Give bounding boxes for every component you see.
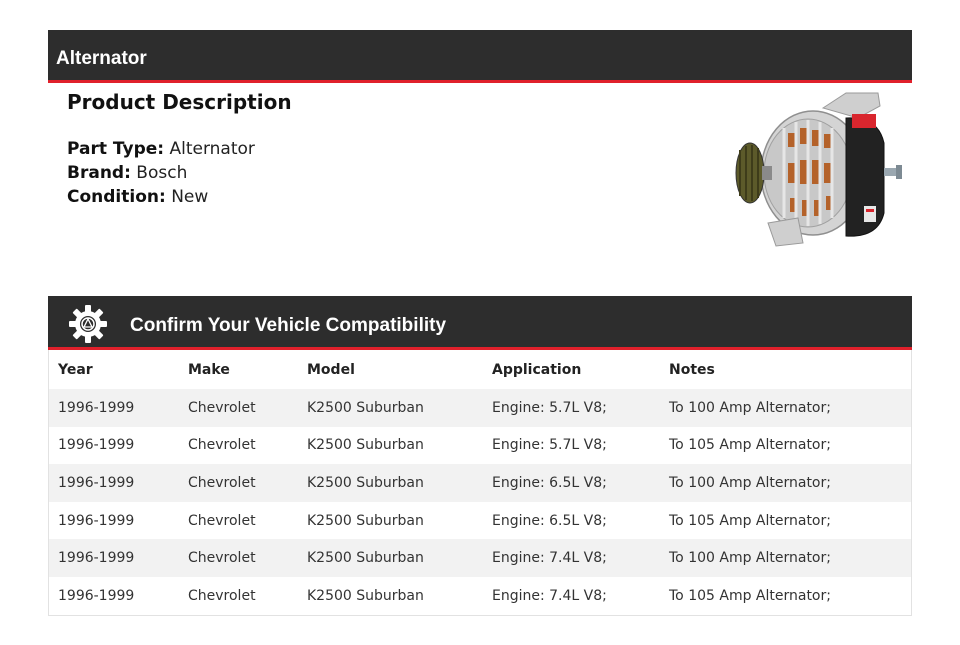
table-row [49,502,911,540]
part-type-row [67,137,292,161]
field-value: Bosch [136,163,188,183]
field-label: Brand: [67,163,131,183]
table-row [49,389,911,427]
alternator-product-image [728,88,910,263]
table-row [49,427,911,465]
cell-make: Chevrolet [188,587,256,604]
table-row [49,577,911,615]
field-label: Part Type: [67,139,165,159]
compatibility-table-container [48,350,912,616]
cell-application: Engine: 5.7L V8; [483,389,660,427]
table-row [49,464,911,502]
column-header-year: Year [58,361,93,378]
cell-year: 1996-1999 [49,539,179,577]
cell-model: K2500 Suburban [298,539,483,577]
field-label: Condition: [67,187,166,207]
table-row [49,539,911,577]
column-header-make: Make [188,361,230,378]
cell-application: Engine: 7.4L V8; [492,587,607,604]
condition-row [67,185,292,209]
cell-make: Chevrolet [179,389,298,427]
cell-model: K2500 Suburban [298,389,483,427]
column-header-application: Application [492,361,582,378]
description-heading: Product Description [67,90,292,114]
cell-application: Engine: 6.5L V8; [483,464,660,502]
product-header-bar [48,30,912,83]
brand-row [67,161,292,185]
field-value: New [171,187,209,207]
cell-model: K2500 Suburban [298,464,483,502]
cell-model: K2500 Suburban [307,587,424,604]
cell-notes: To 100 Amp Alternator; [660,539,911,577]
cell-make: Chevrolet [188,512,256,529]
cell-notes: To 105 Amp Alternator; [669,587,831,604]
cell-year: 1996-1999 [49,389,179,427]
compatibility-title: Confirm Your Vehicle Compatibility [130,315,447,336]
cell-notes: To 100 Amp Alternator; [660,464,911,502]
cell-application: Engine: 5.7L V8; [492,437,607,454]
field-value: Alternator [169,139,255,159]
table-header-row [49,350,911,389]
product-description [67,90,292,209]
cell-notes: To 105 Amp Alternator; [669,512,831,529]
cell-make: Chevrolet [179,464,298,502]
gear-icon [68,304,108,344]
cell-notes: To 100 Amp Alternator; [660,389,911,427]
cell-application: Engine: 6.5L V8; [492,512,607,529]
cell-year: 1996-1999 [58,587,135,604]
cell-year: 1996-1999 [58,512,135,529]
cell-year: 1996-1999 [49,464,179,502]
cell-model: K2500 Suburban [307,437,424,454]
cell-make: Chevrolet [179,539,298,577]
compatibility-table [49,350,911,615]
compatibility-header-bar [48,296,912,350]
cell-year: 1996-1999 [58,437,135,454]
column-header-model: Model [307,361,355,378]
cell-model: K2500 Suburban [307,512,424,529]
cell-make: Chevrolet [188,437,256,454]
cell-application: Engine: 7.4L V8; [483,539,660,577]
cell-notes: To 105 Amp Alternator; [669,437,831,454]
product-title: Alternator [56,48,147,69]
column-header-notes: Notes [669,361,715,378]
